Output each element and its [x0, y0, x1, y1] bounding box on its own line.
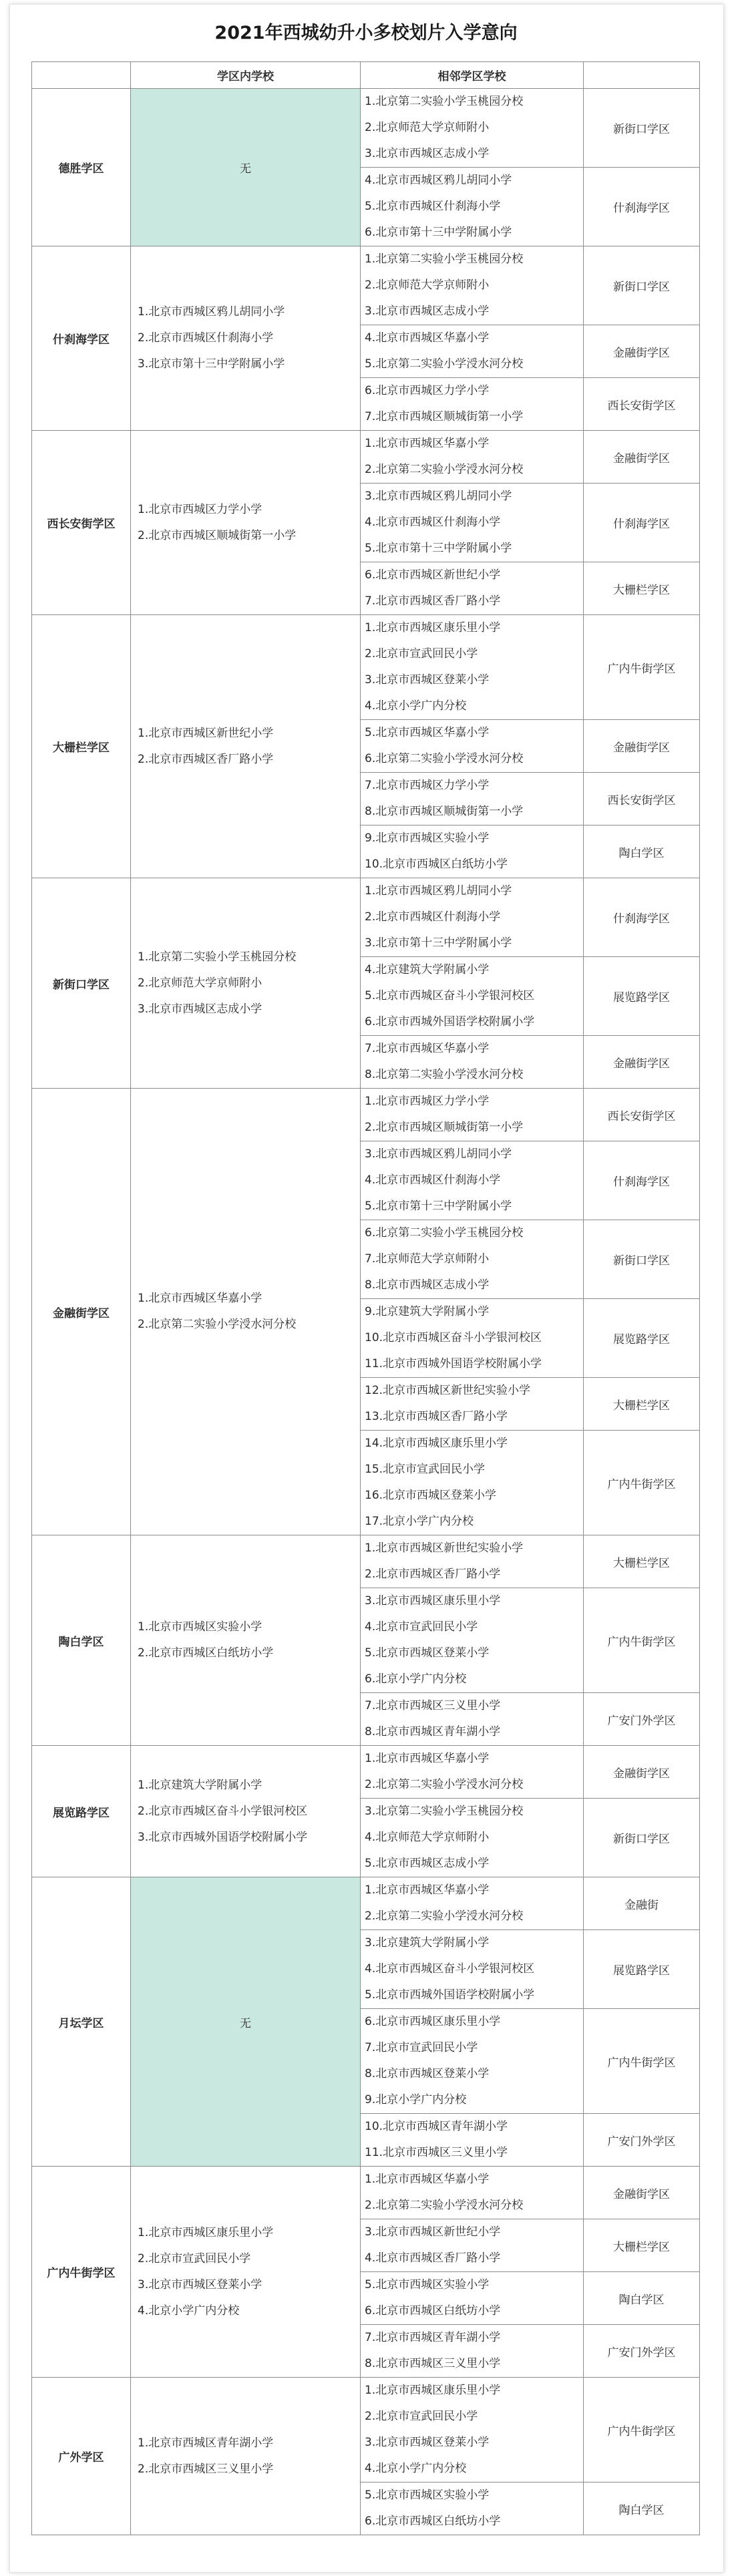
neighbor-school-item: 13.北京市西城区香厂路小学: [365, 1410, 508, 1423]
inner-school-item: 1.北京市西城区青年湖小学: [138, 2436, 274, 2450]
neighbor-school-list: [361, 720, 584, 773]
neighbor-school-item: 1.北京市西城区力学小学: [365, 1095, 490, 1108]
neighbor-area-name: 广安门外学区: [584, 2114, 700, 2167]
neighbor-school-item: 2.北京市宣武回民小学: [365, 647, 478, 661]
neighbor-school-item: 9.北京建筑大学附属小学: [365, 1305, 490, 1318]
inner-school-list: [131, 1746, 361, 1877]
neighbor-area-name: 广安门外学区: [584, 2325, 700, 2378]
district-name: 大栅栏学区: [32, 615, 131, 878]
inner-school-item: 2.北京市西城区白纸坊小学: [138, 1646, 274, 1660]
neighbor-school-item: 7.北京市西城区华嘉小学: [365, 1042, 490, 1055]
neighbor-school-list: [361, 1535, 584, 1588]
neighbor-school-item: 2.北京师范大学京师附小: [365, 121, 490, 134]
neighbor-school-item: 4.北京市西城区鸦儿胡同小学: [365, 174, 512, 187]
neighbor-area-name: 陶白学区: [584, 2272, 700, 2325]
header-inner-schools: 学区内学校: [131, 62, 361, 89]
inner-school-list: [131, 878, 361, 1089]
neighbor-school-list: [361, 2325, 584, 2378]
neighbor-area-name: 金融街学区: [584, 720, 700, 773]
neighbor-school-item: 2.北京市西城区顺城街第一小学: [365, 1121, 524, 1134]
inner-school-item: 2.北京市西城区什刹海小学: [138, 331, 274, 345]
neighbor-school-item: 7.北京市西城区三义里小学: [365, 1699, 501, 1712]
neighbor-school-list: [361, 773, 584, 825]
neighbor-school-item: 4.北京市西城区什刹海小学: [365, 1173, 501, 1187]
neighbor-school-item: 8.北京市西城区三义里小学: [365, 2357, 501, 2370]
neighbor-school-item: 7.北京市西城区力学小学: [365, 779, 490, 792]
neighbor-school-item: 5.北京市西城区登莱小学: [365, 1646, 490, 1660]
neighbor-school-item: 3.北京市西城区康乐里小学: [365, 1594, 501, 1608]
neighbor-area-name: 新街口学区: [584, 246, 700, 325]
neighbor-area-name: 金融街: [584, 1877, 700, 1930]
neighbor-area-name: 陶白学区: [584, 825, 700, 878]
neighbor-school-item: 4.北京建筑大学附属小学: [365, 963, 490, 976]
no-inner-school-cell: 无: [131, 1877, 361, 2167]
neighbor-school-list: [361, 2378, 584, 2482]
table-row: [32, 878, 700, 957]
neighbor-school-list: [361, 1299, 584, 1378]
neighbor-area-name: 西长安街学区: [584, 1089, 700, 1141]
neighbor-school-item: 5.北京市西城区什刹海小学: [365, 200, 501, 213]
neighbor-area-name: 展览路学区: [584, 1930, 700, 2009]
neighbor-area-name: 大栅栏学区: [584, 1535, 700, 1588]
neighbor-area-name: 西长安街学区: [584, 773, 700, 825]
neighbor-area-name: 新街口学区: [584, 1799, 700, 1877]
table-header-row: [32, 62, 700, 89]
inner-school-item: 2.北京市西城区三义里小学: [138, 2462, 274, 2476]
table-row: [32, 2378, 700, 2482]
neighbor-area-name: 什刹海学区: [584, 878, 700, 957]
neighbor-area-name: 大栅栏学区: [584, 562, 700, 615]
neighbor-school-item: 1.北京市西城区康乐里小学: [365, 2384, 501, 2397]
inner-school-list: [131, 2167, 361, 2378]
page-title: 2021年西城幼升小多校划片入学意向: [214, 23, 518, 43]
neighbor-school-item: 3.北京建筑大学附属小学: [365, 1936, 490, 1950]
neighbor-area-name: 陶白学区: [584, 2482, 700, 2535]
neighbor-school-item: 3.北京市第十三中学附属小学: [365, 936, 512, 950]
neighbor-area-name: 金融街学区: [584, 325, 700, 378]
neighbor-school-item: 4.北京小学广内分校: [365, 699, 467, 713]
neighbor-school-item: 3.北京市西城区志成小学: [365, 305, 490, 318]
neighbor-school-list: [361, 1799, 584, 1877]
neighbor-school-item: 2.北京第二实验小学涭水河分校: [365, 1909, 524, 1923]
inner-school-list: [131, 1089, 361, 1535]
neighbor-school-item: 4.北京市宣武回民小学: [365, 1620, 478, 1634]
neighbor-school-list: [361, 562, 584, 615]
neighbor-area-name: 金融街学区: [584, 2167, 700, 2219]
neighbor-area-name: 什刹海学区: [584, 1141, 700, 1220]
district-name: 展览路学区: [32, 1746, 131, 1877]
header-neighbor-area: [584, 62, 700, 89]
neighbor-school-item: 12.北京市西城区新世纪实验小学: [365, 1384, 531, 1397]
neighbor-school-item: 10.北京市西城区白纸坊小学: [365, 858, 508, 871]
neighbor-area-name: 广内牛街学区: [584, 1431, 700, 1535]
neighbor-school-item: 11.北京市西城外国语学校附属小学: [365, 1357, 542, 1370]
neighbor-school-item: 7.北京市西城区顺城街第一小学: [365, 410, 524, 423]
neighbor-school-item: 1.北京市西城区华嘉小学: [365, 437, 490, 450]
table-row: [32, 89, 700, 168]
inner-school-item: 3.北京市西城区登莱小学: [138, 2277, 262, 2291]
neighbor-school-item: 1.北京市西城区鸦儿胡同小学: [365, 884, 512, 898]
enrollment-table: [31, 61, 700, 2535]
neighbor-school-list: [361, 1378, 584, 1431]
district-name: 德胜学区: [32, 89, 131, 246]
neighbor-school-item: 2.北京市宣武回民小学: [365, 2410, 478, 2423]
neighbor-school-item: 7.北京师范大学京师附小: [365, 1252, 490, 1266]
neighbor-school-item: 8.北京市西城区青年湖小学: [365, 1725, 501, 1738]
neighbor-school-item: 3.北京市西城区鸦儿胡同小学: [365, 490, 512, 503]
neighbor-school-list: [361, 2219, 584, 2272]
neighbor-area-name: 什刹海学区: [584, 168, 700, 246]
neighbor-school-item: 4.北京小学广内分校: [365, 2462, 467, 2475]
neighbor-school-list: [361, 1089, 584, 1141]
neighbor-school-list: [361, 1746, 584, 1799]
neighbor-school-item: 7.北京市西城区青年湖小学: [365, 2331, 501, 2344]
neighbor-school-item: 7.北京市宣武回民小学: [365, 2041, 478, 2054]
inner-school-item: 3.北京市第十三中学附属小学: [138, 357, 285, 371]
inner-school-item: 1.北京建筑大学附属小学: [138, 1778, 262, 1792]
neighbor-school-item: 1.北京市西城区康乐里小学: [365, 621, 501, 634]
inner-school-item: 2.北京市西城区顺城街第一小学: [138, 528, 297, 542]
district-name: 什刹海学区: [32, 246, 131, 431]
inner-school-list: [131, 246, 361, 431]
neighbor-school-item: 5.北京市西城区奋斗小学银河校区: [365, 989, 535, 1002]
neighbor-school-list: [361, 1141, 584, 1220]
neighbor-school-list: [361, 2482, 584, 2535]
neighbor-area-name: 新街口学区: [584, 1220, 700, 1299]
inner-school-list: [131, 431, 361, 615]
neighbor-school-item: 4.北京师范大学京师附小: [365, 1831, 490, 1844]
neighbor-school-item: 6.北京市第十三中学附属小学: [365, 226, 512, 239]
neighbor-school-list: [361, 1693, 584, 1746]
inner-school-item: 2.北京第二实验小学涭水河分校: [138, 1318, 297, 1331]
table-row: [32, 615, 700, 720]
district-name: 金融街学区: [32, 1089, 131, 1535]
neighbor-school-item: 5.北京市西城区志成小学: [365, 1857, 490, 1870]
neighbor-school-list: [361, 484, 584, 562]
neighbor-school-list: [361, 246, 584, 325]
neighbor-school-item: 9.北京小学广内分校: [365, 2093, 467, 2106]
district-name: 新街口学区: [32, 878, 131, 1089]
neighbor-area-name: 广内牛街学区: [584, 2378, 700, 2482]
neighbor-area-name: 大栅栏学区: [584, 2219, 700, 2272]
table-row: [32, 1089, 700, 1141]
neighbor-school-item: 4.北京市西城区什刹海小学: [365, 516, 501, 529]
neighbor-school-item: 4.北京市西城区华嘉小学: [365, 331, 490, 345]
neighbor-school-item: 8.北京第二实验小学涭水河分校: [365, 1068, 524, 1081]
table-row: [32, 1746, 700, 1799]
district-name: 广外学区: [32, 2378, 131, 2535]
district-name: 广内牛街学区: [32, 2167, 131, 2378]
table-body: [32, 89, 700, 2535]
neighbor-school-list: [361, 1220, 584, 1299]
neighbor-school-list: [361, 825, 584, 878]
neighbor-school-item: 2.北京第二实验小学涭水河分校: [365, 2199, 524, 2212]
neighbor-school-item: 6.北京市西城区白纸坊小学: [365, 2304, 501, 2318]
neighbor-school-item: 4.北京市西城区奋斗小学银河校区: [365, 1962, 535, 1976]
neighbor-area-name: 广内牛街学区: [584, 1588, 700, 1693]
header-neighbor-schools: 相邻学区学校: [361, 62, 584, 89]
neighbor-school-item: 3.北京市西城区新世纪小学: [365, 2225, 501, 2239]
neighbor-school-item: 6.北京市西城区力学小学: [365, 384, 490, 397]
neighbor-school-list: [361, 1930, 584, 2009]
neighbor-school-item: 14.北京市西城区康乐里小学: [365, 1437, 508, 1450]
neighbor-school-list: [361, 957, 584, 1036]
neighbor-school-item: 6.北京市西城外国语学校附属小学: [365, 1015, 535, 1029]
neighbor-school-item: 6.北京市西城区白纸坊小学: [365, 2515, 501, 2528]
district-name: 西长安街学区: [32, 431, 131, 615]
neighbor-school-item: 3.北京市西城区鸦儿胡同小学: [365, 1147, 512, 1161]
table-row: [32, 1877, 700, 1930]
neighbor-school-list: [361, 615, 584, 720]
neighbor-school-item: 1.北京第二实验小学玉桃园分校: [365, 95, 524, 108]
neighbor-school-item: 1.北京市西城区华嘉小学: [365, 2173, 490, 2186]
inner-school-item: 2.北京市西城区奋斗小学银河校区: [138, 1804, 308, 1818]
inner-school-list: [131, 1535, 361, 1746]
neighbor-school-item: 6.北京第二实验小学涭水河分校: [365, 752, 524, 765]
inner-school-item: 1.北京市西城区康乐里小学: [138, 2225, 274, 2239]
neighbor-school-list: [361, 89, 584, 168]
neighbor-school-item: 8.北京市西城区志成小学: [365, 1278, 490, 1292]
neighbor-school-item: 7.北京市西城区香厂路小学: [365, 594, 501, 608]
neighbor-school-item: 3.北京市西城区志成小学: [365, 147, 490, 160]
neighbor-school-item: 2.北京第二实验小学涭水河分校: [365, 1778, 524, 1791]
neighbor-school-list: [361, 878, 584, 957]
inner-school-item: 1.北京第二实验小学玉桃园分校: [138, 950, 297, 964]
district-name: 陶白学区: [32, 1535, 131, 1746]
neighbor-school-item: 5.北京市第十三中学附属小学: [365, 1200, 512, 1213]
neighbor-school-item: 10.北京市西城区青年湖小学: [365, 2120, 508, 2133]
inner-school-item: 1.北京市西城区华嘉小学: [138, 1292, 262, 1305]
table-row: [32, 246, 700, 325]
neighbor-school-item: 3.北京第二实验小学玉桃园分校: [365, 1805, 524, 1818]
neighbor-school-item: 9.北京市西城区实验小学: [365, 832, 490, 845]
neighbor-school-item: 6.北京市西城区康乐里小学: [365, 2015, 501, 2028]
neighbor-area-name: 金融街学区: [584, 1036, 700, 1089]
neighbor-school-item: 1.北京市西城区华嘉小学: [365, 1752, 490, 1765]
neighbor-school-item: 3.北京市西城区登莱小学: [365, 2436, 490, 2449]
inner-school-item: 1.北京市西城区力学小学: [138, 502, 262, 516]
neighbor-school-item: 3.北京市西城区登莱小学: [365, 673, 490, 687]
header-district: [32, 62, 131, 89]
neighbor-area-name: 金融街学区: [584, 1746, 700, 1799]
neighbor-area-name: 展览路学区: [584, 957, 700, 1036]
inner-school-item: 1.北京市西城区新世纪小学: [138, 726, 274, 740]
neighbor-school-list: [361, 378, 584, 431]
district-name: 月坛学区: [32, 1877, 131, 2167]
neighbor-school-list: [361, 1036, 584, 1089]
neighbor-school-item: 8.北京市西城区登莱小学: [365, 2067, 490, 2080]
neighbor-area-name: 广安门外学区: [584, 1693, 700, 1746]
neighbor-school-item: 15.北京市宣武回民小学: [365, 1463, 486, 1476]
neighbor-area-name: 广内牛街学区: [584, 2009, 700, 2114]
neighbor-school-item: 1.北京市西城区新世纪实验小学: [365, 1541, 524, 1555]
neighbor-school-item: 5.北京市西城区实验小学: [365, 2489, 490, 2502]
table-row: [32, 431, 700, 484]
neighbor-area-name: 广内牛街学区: [584, 615, 700, 720]
neighbor-area-name: 什刹海学区: [584, 484, 700, 562]
neighbor-school-item: 6.北京市西城区新世纪小学: [365, 568, 501, 582]
neighbor-area-name: 西长安街学区: [584, 378, 700, 431]
neighbor-school-item: 5.北京市西城外国语学校附属小学: [365, 1988, 535, 2002]
neighbor-school-item: 5.北京市西城区实验小学: [365, 2278, 490, 2291]
neighbor-school-item: 10.北京市西城区奋斗小学银河校区: [365, 1331, 542, 1344]
neighbor-school-item: 11.北京市西城区三义里小学: [365, 2146, 508, 2159]
neighbor-school-item: 2.北京市西城区香厂路小学: [365, 1568, 501, 1581]
neighbor-school-list: [361, 431, 584, 484]
neighbor-area-name: 展览路学区: [584, 1299, 700, 1378]
neighbor-school-list: [361, 2272, 584, 2325]
neighbor-school-item: 5.北京第二实验小学涭水河分校: [365, 357, 524, 371]
neighbor-school-list: [361, 1588, 584, 1693]
neighbor-area-name: 新街口学区: [584, 89, 700, 168]
no-inner-school-cell: 无: [131, 89, 361, 246]
neighbor-school-list: [361, 2167, 584, 2219]
inner-school-item: 3.北京市西城外国语学校附属小学: [138, 1830, 308, 1844]
table-row: [32, 1535, 700, 1588]
neighbor-school-item: 5.北京市西城区华嘉小学: [365, 726, 490, 739]
inner-school-item: 2.北京市宣武回民小学: [138, 2251, 251, 2265]
neighbor-area-name: 大栅栏学区: [584, 1378, 700, 1431]
neighbor-school-list: [361, 1431, 584, 1535]
inner-school-item: 1.北京市西城区实验小学: [138, 1620, 262, 1634]
table-row: [32, 2167, 700, 2219]
neighbor-school-item: 2.北京师范大学京师附小: [365, 279, 490, 292]
inner-school-item: 2.北京市西城区香厂路小学: [138, 752, 274, 766]
neighbor-school-item: 16.北京市西城区登莱小学: [365, 1489, 497, 1502]
inner-school-item: 1.北京市西城区鸦儿胡同小学: [138, 305, 285, 319]
neighbor-school-item: 2.北京市西城区什刹海小学: [365, 910, 501, 924]
neighbor-school-list: [361, 168, 584, 246]
neighbor-school-list: [361, 2114, 584, 2167]
neighbor-school-item: 6.北京第二实验小学玉桃园分校: [365, 1226, 524, 1240]
neighbor-school-item: 4.北京市西城区香厂路小学: [365, 2251, 501, 2265]
inner-school-list: [131, 2378, 361, 2535]
inner-school-item: 2.北京师范大学京师附小: [138, 976, 262, 990]
neighbor-school-item: 5.北京市第十三中学附属小学: [365, 542, 512, 555]
inner-school-item: 4.北京小学广内分校: [138, 2304, 240, 2318]
neighbor-school-list: [361, 1877, 584, 1930]
neighbor-school-list: [361, 325, 584, 378]
neighbor-area-name: 金融街学区: [584, 431, 700, 484]
neighbor-school-item: 2.北京第二实验小学涭水河分校: [365, 463, 524, 476]
neighbor-school-item: 8.北京市西城区顺城街第一小学: [365, 805, 524, 818]
inner-school-list: [131, 615, 361, 878]
neighbor-school-item: 1.北京市西城区华嘉小学: [365, 1883, 490, 1897]
neighbor-school-item: 1.北京第二实验小学玉桃园分校: [365, 252, 524, 266]
neighbor-school-item: 6.北京小学广内分校: [365, 1672, 467, 1686]
neighbor-school-list: [361, 2009, 584, 2114]
neighbor-school-item: 17.北京小学广内分校: [365, 1515, 474, 1528]
inner-school-item: 3.北京市西城区志成小学: [138, 1002, 262, 1016]
